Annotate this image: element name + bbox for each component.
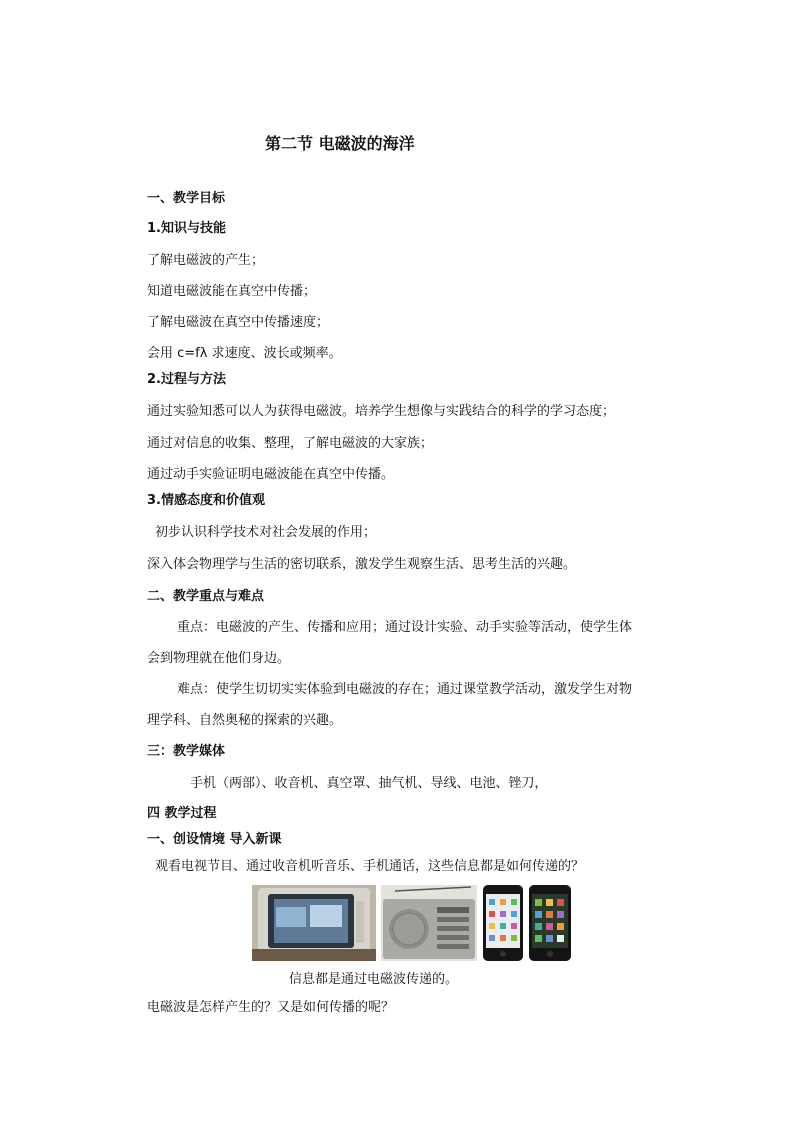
paragraph: 难点：使学生切切实实体验到电磁波的存在；通过课堂教学活动，激发学生对物 — [177, 682, 633, 697]
paragraph: 电磁波是怎样产生的？又是如何传播的呢？ — [147, 1000, 395, 1015]
paragraph: 会用 c=fλ 求速度、波长或频率。 — [147, 346, 342, 361]
image-caption: 信息都是通过电磁波传递的。 — [289, 972, 459, 987]
paragraph: 通过实验知悉可以人为获得电磁波。培养学生想像与实践结合的科学的学习态度； — [147, 404, 616, 419]
phone-photo — [483, 885, 523, 961]
heading-teaching-goals: 一、教学目标 — [147, 191, 226, 206]
paragraph: 通过对信息的收集、整理，了解电磁波的大家族； — [147, 436, 434, 451]
paragraph: 观看电视节目、通过收音机听音乐、手机通话，这些信息都是如何传递的？ — [155, 859, 585, 874]
page-title: 第二节 电磁波的海洋 — [265, 134, 415, 153]
paragraph: 了解电磁波在真空中传播速度； — [147, 315, 330, 330]
paragraph: 理学科、自然奥秘的探索的兴趣。 — [147, 713, 343, 728]
paragraph: 初步认识科学技术对社会发展的作用； — [155, 525, 377, 540]
radio-photo — [381, 885, 477, 961]
paragraph: 手机（两部）、收音机、真空罩、抽气机、导线、电池、锉刀， — [190, 776, 548, 791]
subheading-process-method: 2.过程与方法 — [147, 372, 226, 387]
phone-photo — [529, 885, 571, 961]
paragraph: 深入体会物理学与生活的密切联系，激发学生观察生活、思考生活的兴趣。 — [147, 557, 577, 572]
paragraph: 重点：电磁波的产生、传播和应用；通过设计实验、动手实验等活动，使学生体 — [177, 620, 633, 635]
subheading-knowledge-skills: 1.知识与技能 — [147, 221, 226, 236]
tv-photo — [252, 885, 376, 961]
heading-teaching-process: 四 教学过程 — [147, 806, 217, 821]
subheading-attitude-values: 3.情感态度和价值观 — [147, 493, 265, 508]
heading-teaching-media: 三：教学媒体 — [147, 744, 226, 759]
paragraph: 了解电磁波的产生； — [147, 253, 265, 268]
subheading-create-situation: 一、创设情境 导入新课 — [147, 832, 282, 847]
paragraph: 知道电磁波能在真空中传播； — [147, 284, 317, 299]
paragraph: 通过动手实验证明电磁波能在真空中传播。 — [147, 467, 395, 482]
heading-key-points: 二、教学重点与难点 — [147, 589, 265, 604]
paragraph: 会到物理就在他们身边。 — [147, 651, 291, 666]
